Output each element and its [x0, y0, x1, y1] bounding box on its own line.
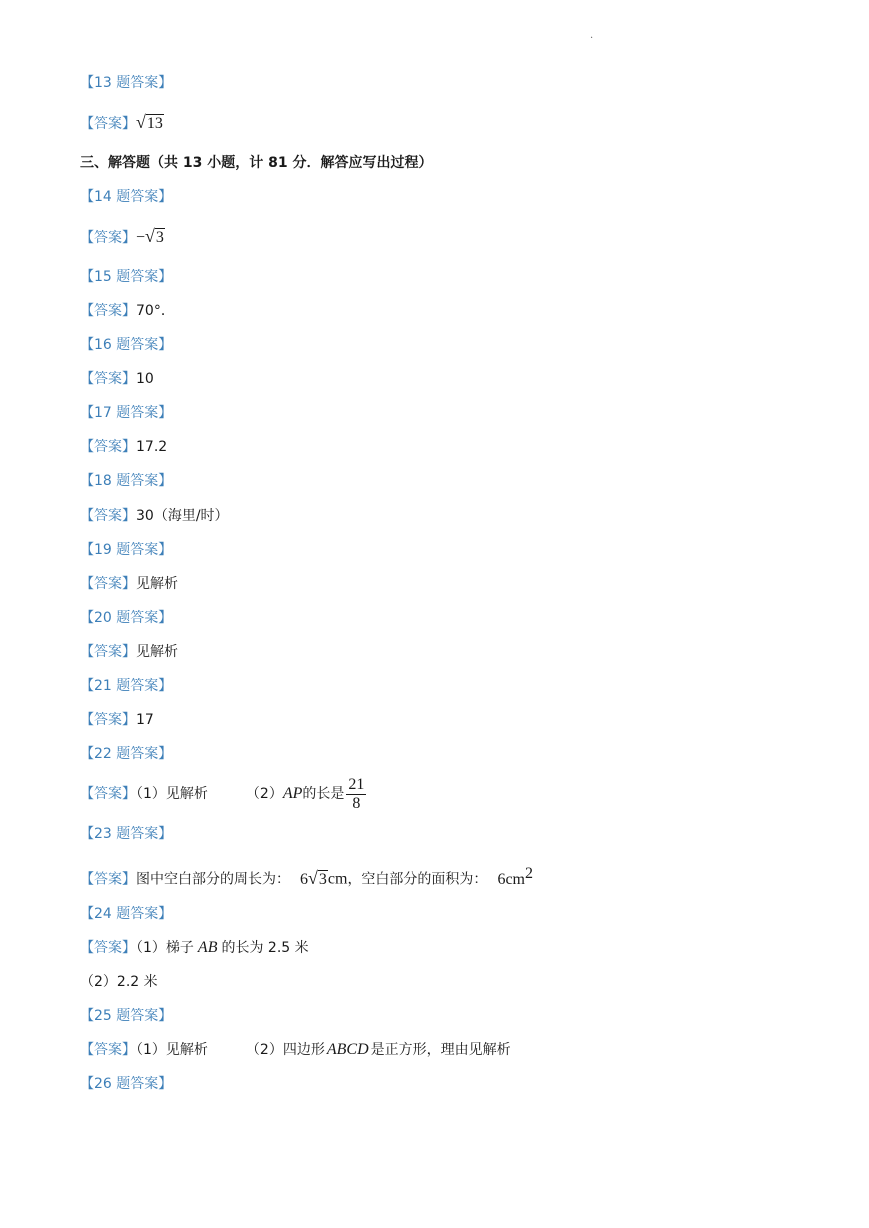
q13-answer [80, 112, 164, 134]
answer-tag: 【答案】 [80, 712, 136, 728]
q19-label: 【19 题答案】 [80, 542, 173, 558]
answer-tag: 【答案】 [80, 786, 136, 802]
answer-tag: 【答案】 [80, 644, 136, 660]
q18-answer: 【答案】30（海里/时） [80, 508, 229, 524]
header-dot: . [590, 30, 594, 41]
q14-label: 【14 题答案】 [80, 189, 173, 205]
q16-answer: 【答案】10 [80, 371, 154, 387]
section-heading: 三、解答题（共 13 小题，计 81 分．解答应写出过程） [80, 155, 433, 171]
q22-label: 【22 题答案】 [80, 746, 173, 762]
answer-tag: 【答案】 [80, 371, 136, 387]
q17-label: 【17 题答案】 [80, 405, 173, 421]
q24-answer: 【答案】（1）梯子 AB 的长为 2.5 米 [80, 939, 309, 956]
answer-tag: 【答案】 [80, 1042, 136, 1058]
q21-label: 【21 题答案】 [80, 678, 173, 694]
q15-label: 【15 题答案】 [80, 269, 173, 285]
q25-answer: 【答案】（1）见解析 （2）四边形 ABCD 是正方形，理由见解析 [80, 1041, 511, 1058]
q23-label: 【23 题答案】 [80, 826, 173, 842]
sqrt-expression: √3 [145, 226, 164, 246]
q20-answer: 【答案】见解析 [80, 644, 178, 660]
q26-label: 【26 题答案】 [80, 1076, 173, 1092]
q25-label: 【25 题答案】 [80, 1008, 173, 1024]
q13-label: 【13 题答案】 [80, 75, 173, 91]
answer-tag: 【答案】 [80, 116, 136, 132]
q19-answer: 【答案】见解析 [80, 576, 178, 592]
q23-answer: 【答案】图中空白部分的周长为： 6√3cm，空白部分的面积为： $6cm^2$ [80, 865, 533, 888]
q24-answer-part2: （2）2.2 米 [80, 974, 158, 990]
fraction: $\frac{21}{8}$ [348, 775, 365, 812]
answer-tag: 【答案】 [80, 303, 136, 319]
q14-answer: 【答案】−√3 [80, 226, 164, 246]
sqrt-expression: √13 [136, 112, 163, 132]
q24-label: 【24 题答案】 [80, 906, 173, 922]
q18-label: 【18 题答案】 [80, 473, 173, 489]
answer-tag: 【答案】 [80, 508, 136, 524]
answer-tag: 【答案】 [80, 871, 136, 888]
q20-label: 【20 题答案】 [80, 610, 173, 626]
q16-label: 【16 题答案】 [80, 337, 173, 353]
q15-answer: 【答案】70°． [80, 303, 175, 319]
sqrt-expression: √3 [308, 867, 327, 888]
q17-answer: 【答案】17.2 [80, 439, 168, 455]
answer-tag: 【答案】 [80, 576, 136, 592]
answer-tag: 【答案】 [80, 940, 136, 956]
q22-answer: 【答案】（1）见解析 （2）AP的长是 $\frac{21}{8}$ [80, 775, 365, 812]
answer-tag: 【答案】 [80, 230, 136, 246]
answer-tag: 【答案】 [80, 439, 136, 455]
q21-answer: 【答案】17 [80, 712, 154, 728]
